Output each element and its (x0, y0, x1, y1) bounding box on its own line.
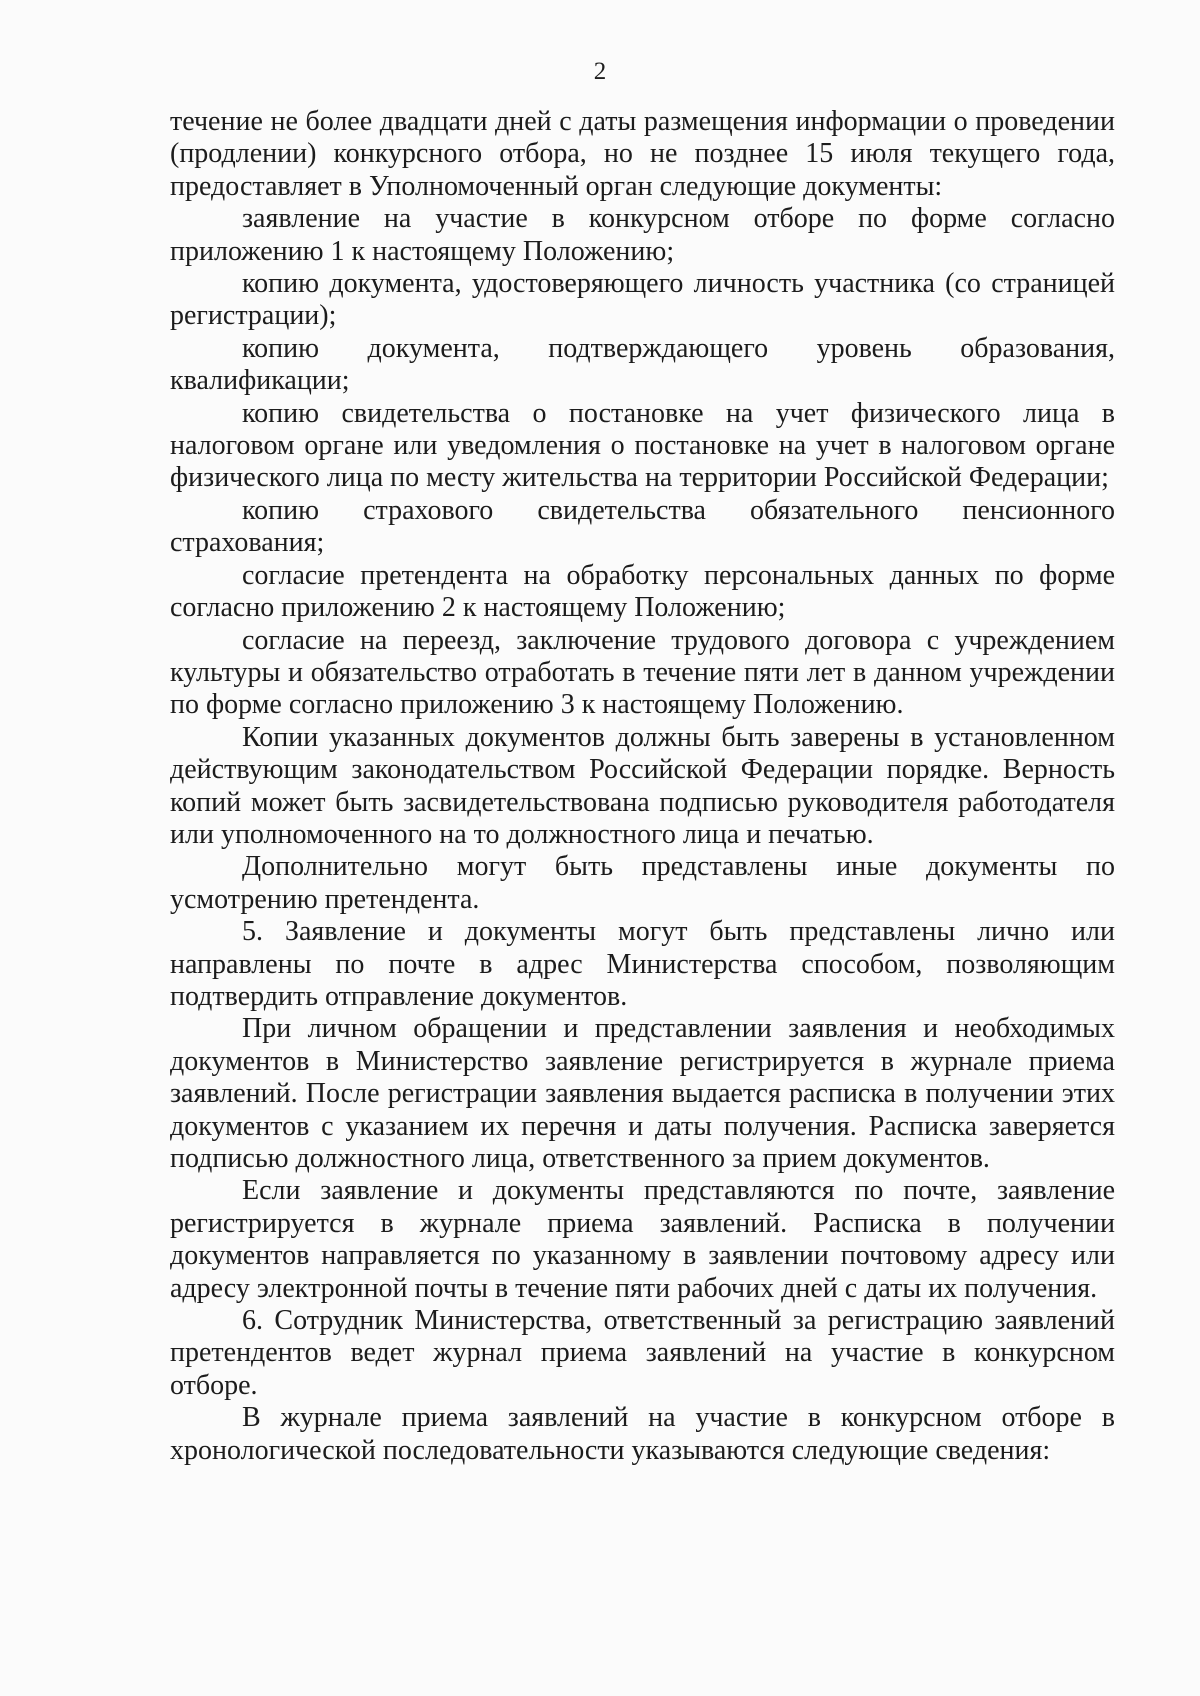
list-item-identity-document: копию документа, удостоверяющего личность участника (со страницей регистрации); (170, 268, 1115, 332)
paragraph-postal-submission: Если заявление и документы представляются по почте, заявление регистрируется в журнале приема заявлений. Расписка в получении документов направляется по указанному в заявлении почтовому адресу или адресу электронной почты в течение пяти рабочих дней с даты их получения. (170, 1175, 1115, 1304)
paragraph-additional-documents: Дополнительно могут быть представлены иные документы по усмотрению претендента. (170, 851, 1115, 915)
paragraph-certified-copies: Копии указанных документов должны быть заверены в установленном действующим законодательством Российской Федерации порядке. Верность копий может быть засвидетельствована подписью руководителя работодателя или уполномоченного на то должностного лица и печатью. (170, 721, 1115, 850)
list-item-personal-data-consent: согласие претендента на обработку персональных данных по форме согласно приложению 2 к настоящему Положению; (170, 559, 1115, 624)
list-item-education-document: копию документа, подтверждающего уровень образования, квалификации; (170, 332, 1115, 397)
list-item-pension-certificate: копию страхового свидетельства обязательного пенсионного страхования; (170, 494, 1115, 559)
list-item-application: заявление на участие в конкурсном отборе по форме согласно приложению 1 к настоящему Положению; (170, 203, 1115, 267)
paragraph-journal-details: В журнале приема заявлений на участие в конкурсном отборе в хронологической последовательности указываются следующие сведения: (170, 1402, 1115, 1466)
paragraph-section-5: 5. Заявление и документы могут быть представлены лично или направлены по почте в адрес Министерства способом, позволяющим подтвердить отправление документов. (170, 916, 1115, 1012)
paragraph-continuation: течение не более двадцати дней с даты размещения информации о проведении (продлении) конкурсного отбора, но не позднее 15 июля текущего года, предоставляет в Уполномоченный орган следующие документы: (170, 106, 1115, 202)
list-item-relocation-consent: согласие на переезд, заключение трудового договора с учреждением культуры и обязательство отработать в течение пяти лет в данном учреждении по форме согласно приложению 3 к настоящему Положению. (170, 624, 1115, 721)
paragraph-personal-submission: При личном обращении и представлении заявления и необходимых документов в Министерство заявление регистрируется в журнале приема заявлений. После регистрации заявления выдается расписка в получении этих документов с указанием их перечня и даты получения. Расписка заверяется подписью должностного лица, ответственного за прием документов. (170, 1013, 1115, 1174)
document-body (170, 106, 1115, 1467)
list-item-tax-certificate: копию свидетельства о постановке на учет физического лица в налоговом органе или уведомления о постановке на учет в налоговом органе физического лица по месту жительства на территории Российской Федерации; (170, 397, 1115, 494)
page-number: 2 (593, 58, 607, 85)
paragraph-section-6: 6. Сотрудник Министерства, ответственный за регистрацию заявлений претендентов ведет журнал приема заявлений на участие в конкурсном отборе. (170, 1305, 1115, 1401)
